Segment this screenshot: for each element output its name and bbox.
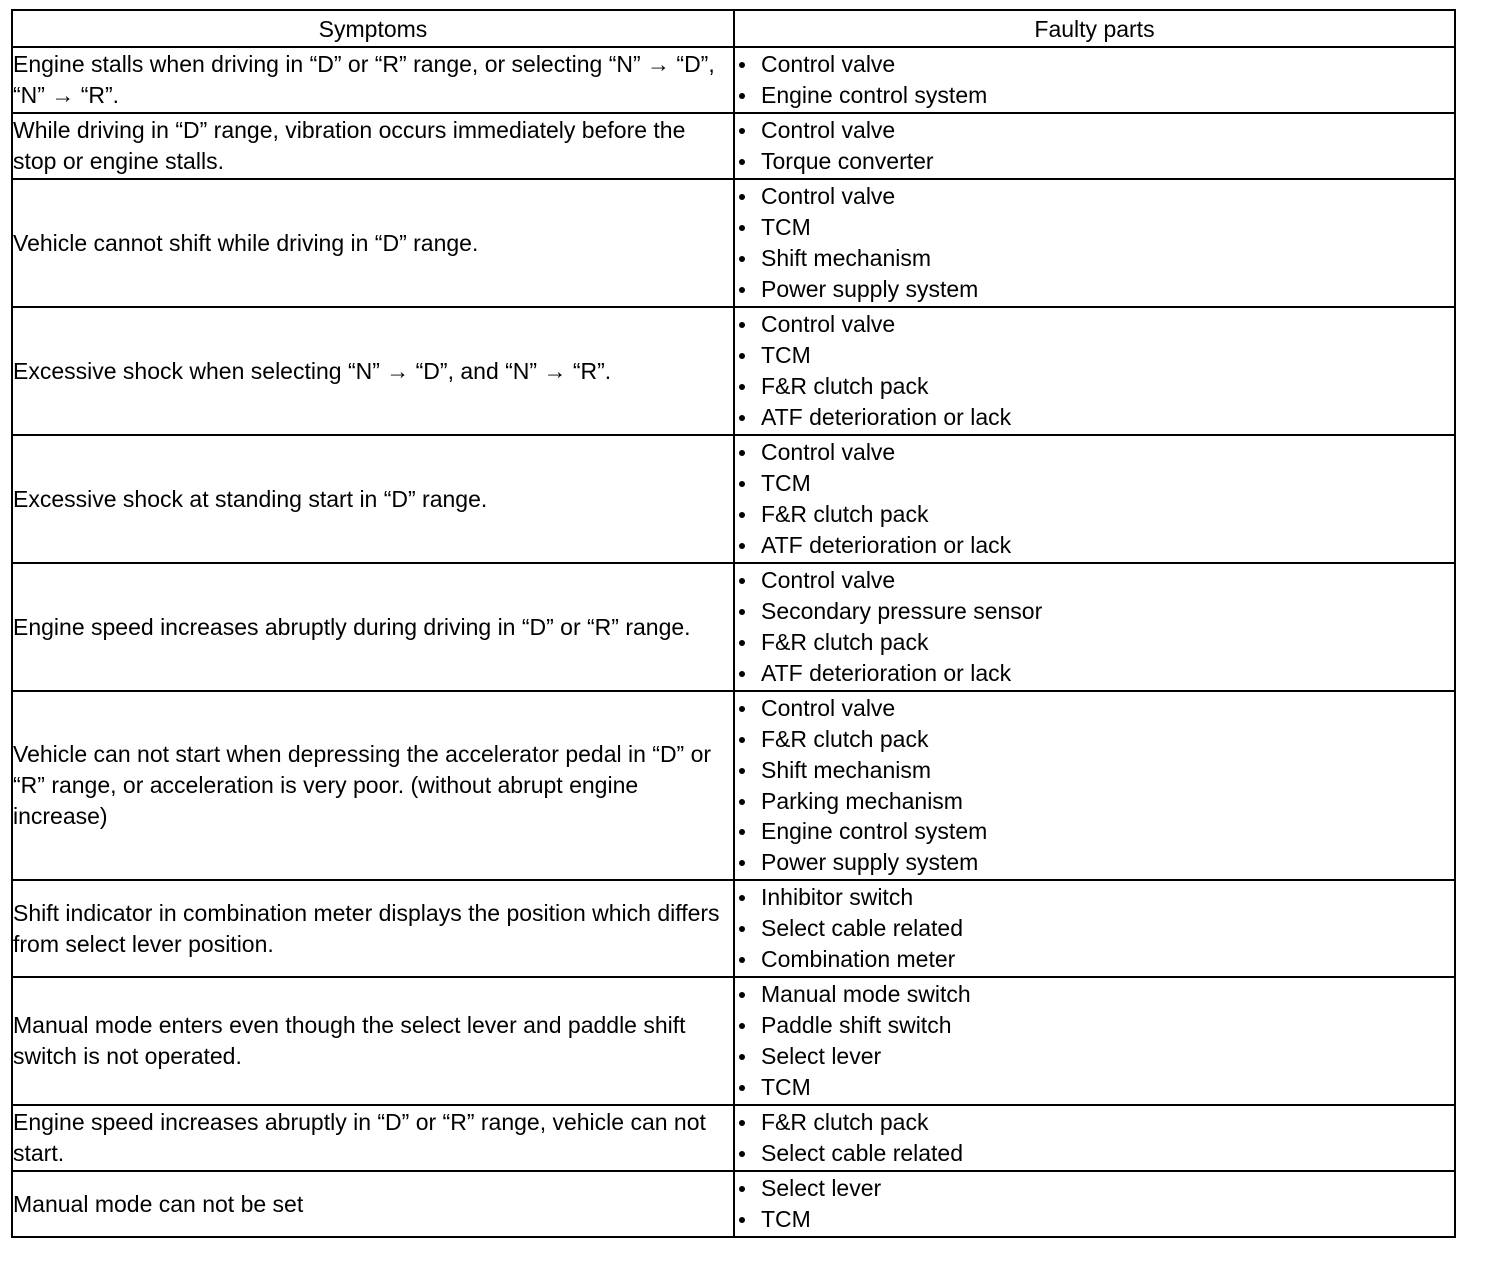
faulty-parts-list [735,49,1454,111]
faulty-part-item: F&R clutch pack [735,1107,1454,1138]
faulty-parts-list [735,565,1454,688]
table-row [12,179,1455,307]
faulty-part-item: TCM [735,468,1454,499]
faulty-part-item: Engine control system [735,80,1454,111]
table-row [12,563,1455,691]
faulty-part-item: ATF deterioration or lack [735,658,1454,689]
faulty-parts-cell [734,47,1455,113]
faulty-part-item: Control valve [735,565,1454,596]
symptom-cell: While driving in “D” range, vibration occurs immediately before the stop or engine stalls. [12,113,734,179]
faulty-part-item: ATF deterioration or lack [735,402,1454,433]
table-row [12,1105,1455,1171]
faulty-part-item: Parking mechanism [735,786,1454,817]
faulty-part-item: F&R clutch pack [735,724,1454,755]
faulty-part-item: Select cable related [735,913,1454,944]
faulty-part-item: Control valve [735,181,1454,212]
faulty-part-item: Control valve [735,309,1454,340]
symptom-cell: Vehicle can not start when depressing the accelerator pedal in “D” or “R” range, or acceleration is very poor. (without abrupt engine increase) [12,691,734,880]
table-row [12,435,1455,563]
faulty-parts-cell [734,113,1455,179]
faulty-parts-list [735,115,1454,177]
faulty-part-item: TCM [735,212,1454,243]
faulty-part-item: Combination meter [735,944,1454,975]
faulty-parts-cell [734,691,1455,880]
table-row [12,1171,1455,1237]
faulty-part-item: TCM [735,340,1454,371]
faulty-part-item: Control valve [735,437,1454,468]
faulty-parts-list [735,309,1454,432]
faulty-parts-list [735,979,1454,1102]
faulty-part-item: Shift mechanism [735,755,1454,786]
faulty-parts-list [735,1107,1454,1169]
faulty-part-item: Control valve [735,115,1454,146]
faulty-part-item: F&R clutch pack [735,627,1454,658]
symptom-cell: Manual mode enters even though the select lever and paddle shift switch is not operated. [12,977,734,1105]
faulty-parts-cell [734,563,1455,691]
symptom-table [11,9,1456,1238]
symptom-cell: Engine speed increases abruptly during driving in “D” or “R” range. [12,563,734,691]
faulty-part-item: Select cable related [735,1138,1454,1169]
faulty-part-item: TCM [735,1204,1454,1235]
faulty-part-item: Manual mode switch [735,979,1454,1010]
symptom-cell: Excessive shock at standing start in “D” range. [12,435,734,563]
faulty-part-item: Power supply system [735,274,1454,305]
faulty-parts-cell [734,307,1455,435]
faulty-part-item: ATF deterioration or lack [735,530,1454,561]
symptom-cell: Vehicle cannot shift while driving in “D” range. [12,179,734,307]
header-symptoms: Symptoms [12,10,734,47]
table-row [12,691,1455,880]
faulty-parts-list [735,882,1454,974]
symptom-cell: Engine speed increases abruptly in “D” or “R” range, vehicle can not start. [12,1105,734,1171]
faulty-part-item: Torque converter [735,146,1454,177]
header-row [12,10,1455,47]
symptom-cell: Excessive shock when selecting “N” → “D”, and “N” → “R”. [12,307,734,435]
faulty-part-item: Shift mechanism [735,243,1454,274]
faulty-part-item: TCM [735,1072,1454,1103]
faulty-part-item: Control valve [735,693,1454,724]
faulty-part-item: Control valve [735,49,1454,80]
table-row [12,47,1455,113]
symptom-cell: Shift indicator in combination meter displays the position which differs from select lever position. [12,880,734,977]
symptom-cell: Engine stalls when driving in “D” or “R” range, or selecting “N” → “D”, “N” → “R”. [12,47,734,113]
faulty-part-item: Inhibitor switch [735,882,1454,913]
header-faulty-parts: Faulty parts [734,10,1455,47]
faulty-part-item: Select lever [735,1041,1454,1072]
faulty-part-item: Paddle shift switch [735,1010,1454,1041]
faulty-parts-cell [734,1105,1455,1171]
faulty-parts-cell [734,179,1455,307]
table-row [12,977,1455,1105]
faulty-parts-list [735,437,1454,560]
faulty-parts-list [735,693,1454,878]
faulty-part-item: Secondary pressure sensor [735,596,1454,627]
faulty-parts-cell [734,880,1455,977]
table-row [12,880,1455,977]
faulty-parts-cell [734,435,1455,563]
faulty-parts-cell [734,977,1455,1105]
table-row [12,307,1455,435]
faulty-part-item: F&R clutch pack [735,371,1454,402]
faulty-part-item: Engine control system [735,816,1454,847]
faulty-parts-list [735,181,1454,304]
faulty-part-item: F&R clutch pack [735,499,1454,530]
faulty-parts-cell [734,1171,1455,1237]
faulty-part-item: Select lever [735,1173,1454,1204]
table-row [12,113,1455,179]
faulty-parts-list [735,1173,1454,1235]
faulty-part-item: Power supply system [735,847,1454,878]
symptom-cell: Manual mode can not be set [12,1171,734,1237]
